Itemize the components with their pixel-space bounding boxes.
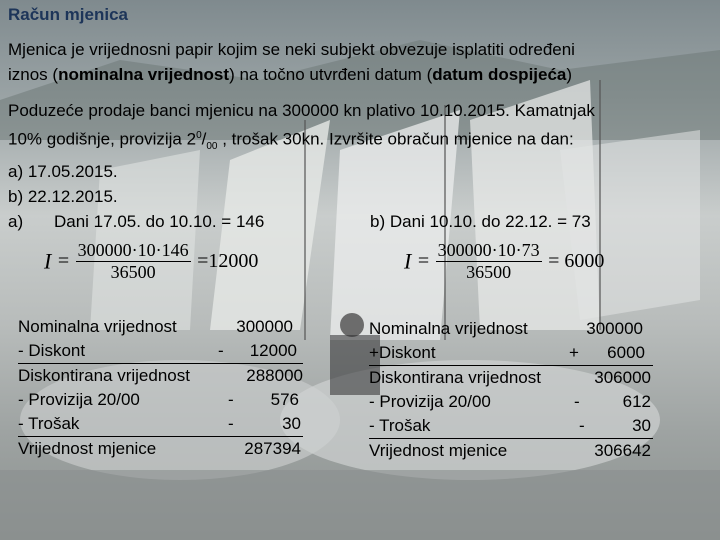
formula-result: = 6000: [548, 250, 605, 272]
formula-fraction: [436, 240, 542, 283]
formula-variable: I: [404, 248, 412, 274]
permille-slash: /: [201, 129, 207, 149]
definition-text-part: iznos (: [8, 65, 59, 84]
row-value: 576: [270, 390, 299, 409]
definition-text-part: ): [566, 65, 573, 84]
definition-text: [8, 37, 708, 87]
table-row: [369, 390, 653, 414]
row-value: 288000: [246, 366, 303, 385]
row-value: 300000: [586, 319, 643, 338]
row-value: 612: [622, 392, 651, 411]
table-row: [18, 412, 303, 437]
row-value: 306000: [594, 368, 651, 387]
row-sign: -: [579, 416, 585, 435]
part-a-days: Dani 17.05. do 10.10. = 146: [54, 212, 265, 231]
row-sign: +: [569, 343, 579, 362]
permille-subscript: 00: [206, 141, 218, 153]
formula-numerator: 300000·10·73: [437, 240, 540, 260]
row-value: 306642: [594, 441, 651, 460]
formula-fraction: [76, 240, 191, 283]
definition-line-1: Mjenica je vrijednosni papir kojim se neki subjekt obvezuje isplatiti određeni: [8, 40, 575, 59]
problem-statement: [8, 98, 708, 209]
part-a-calculation-table: [18, 315, 303, 461]
table-row: [369, 414, 653, 439]
formula-result: =12000: [197, 250, 259, 272]
problem-line-4: b) 22.12.2015.: [8, 187, 118, 207]
part-b-formula: [404, 240, 606, 283]
row-label: - Provizija 20/00: [369, 392, 491, 411]
formula-equals: =: [57, 250, 70, 272]
page-title: Račun mjenica: [8, 5, 128, 24]
table-row: [18, 339, 303, 364]
row-value: 12000: [249, 341, 297, 360]
table-row: [18, 315, 303, 339]
row-label: Vrijednost mjenice: [18, 439, 157, 458]
row-label: Nominalna vrijednost: [369, 319, 528, 338]
term-maturity-date: datum dospijeća: [432, 65, 567, 84]
table-row: [369, 341, 653, 366]
table-row: [18, 364, 303, 388]
row-label: Nominalna vrijednost: [18, 317, 177, 336]
problem-text-part: , trošak 30kn. Izvršite obračun mjenice na dan:: [217, 129, 574, 149]
row-sign: -: [228, 390, 234, 409]
part-a-formula: [44, 240, 260, 283]
table-row: [369, 439, 653, 463]
row-value: 300000: [236, 317, 293, 336]
row-value: 30: [632, 416, 651, 435]
row-label: - Provizija 20/00: [18, 390, 140, 409]
row-label: Diskontirana vrijednost: [18, 366, 190, 385]
part-b-days: b) Dani 10.10. do 22.12. = 73: [370, 212, 591, 231]
problem-line-1: Poduzeće prodaje banci mjenicu na 300000 kn plativo 10.10.2015. Kamatnjak: [8, 101, 595, 120]
part-a-marker: a): [8, 212, 24, 231]
table-row: [18, 388, 303, 412]
table-row: [369, 366, 653, 390]
table-row: [18, 437, 303, 461]
row-value: 6000: [607, 343, 645, 362]
row-label: - Trošak: [369, 416, 431, 435]
definition-text-part: ) na točno utvrđeni datum (: [229, 65, 433, 84]
formula-numerator: 300000·10·146: [77, 240, 189, 260]
row-label: Vrijednost mjenice: [369, 441, 508, 460]
problem-line-2: [8, 123, 708, 159]
row-label: Diskontirana vrijednost: [369, 368, 541, 387]
row-label: +Diskont: [369, 343, 436, 362]
table-row: [369, 317, 653, 341]
row-sign: -: [228, 414, 234, 433]
formula-variable: I: [44, 248, 52, 274]
definition-line-2: [8, 62, 708, 87]
problem-line-3: a) 17.05.2015.: [8, 162, 118, 182]
formula-denominator: 36500: [110, 262, 156, 282]
row-sign: -: [218, 341, 224, 360]
row-value: 30: [282, 414, 301, 433]
row-value: 287394: [244, 439, 301, 458]
row-sign: -: [574, 392, 580, 411]
term-nominal-value: nominalna vrijednost: [58, 65, 230, 84]
permille-superscript: 0: [196, 130, 202, 141]
formula-denominator: 36500: [466, 262, 512, 282]
row-label: - Diskont: [18, 341, 86, 360]
row-label: - Trošak: [18, 414, 80, 433]
problem-text-part: 10% godišnje, provizija 2: [8, 129, 197, 149]
part-b-calculation-table: [369, 317, 653, 463]
formula-equals: =: [417, 250, 430, 272]
